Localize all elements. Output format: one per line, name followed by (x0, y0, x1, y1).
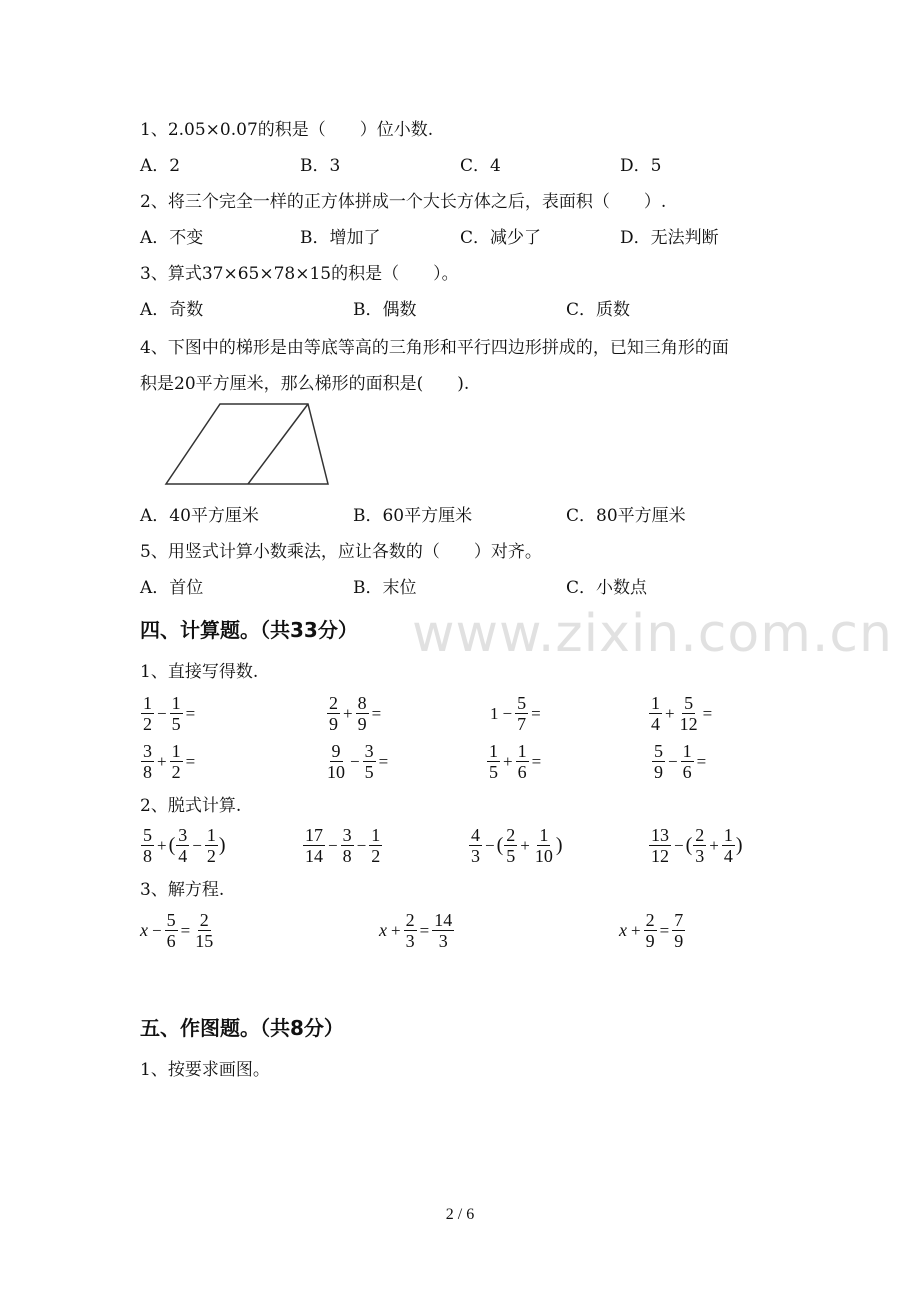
section-4-sub-3: 3、解方程. (140, 880, 225, 900)
expr-c1 (140, 825, 226, 866)
operator: + (157, 751, 167, 771)
parenthesis: ) (218, 834, 226, 856)
operator: − (157, 703, 167, 723)
numerator: 1 (539, 825, 549, 845)
operator: + (157, 835, 167, 855)
numerator: 3 (342, 825, 352, 845)
fraction (165, 910, 178, 951)
numerator: 8 (357, 693, 367, 713)
variable: x (140, 920, 148, 940)
denominator: 9 (329, 714, 338, 734)
fraction (515, 693, 528, 734)
variable: x (379, 920, 387, 940)
denominator: 14 (305, 846, 323, 866)
numerator: 7 (674, 910, 684, 930)
denominator: 8 (342, 846, 352, 866)
section-4-title: 四、计算题。（共33分） (140, 618, 358, 642)
numerator: 5 (517, 693, 527, 713)
q3-option-b: B．偶数 (353, 300, 417, 320)
parenthesis: ) (555, 834, 563, 856)
variable: x (619, 920, 627, 940)
q2-option-b: B．增加了 (300, 228, 381, 248)
q2-option-d: D．无法判断 (620, 228, 719, 248)
expr-c4 (648, 825, 743, 866)
operator: − (350, 751, 360, 771)
denominator: 6 (166, 931, 176, 951)
denominator: 2 (143, 714, 152, 734)
fraction (205, 825, 218, 866)
denominator: 10 (327, 762, 345, 782)
fraction (193, 910, 215, 951)
operator: + (631, 920, 641, 940)
q5-option-c: C．小数点 (566, 578, 648, 598)
denominator: 8 (143, 846, 152, 866)
fraction (303, 825, 325, 866)
denominator: 4 (723, 846, 733, 866)
operator: 1 (490, 703, 499, 723)
q1-option-d: D．5 (620, 156, 662, 176)
numerator: 13 (651, 825, 669, 845)
operator: − (328, 835, 338, 855)
expr-a4 (648, 693, 714, 734)
numerator: 5 (684, 693, 694, 713)
parenthesis: ( (685, 834, 693, 856)
section-4-sub-1: 1、直接写得数. (140, 662, 259, 682)
numerator: 1 (489, 741, 498, 761)
question-1-stem: 1、2.05×0.07的积是（ ）位小数. (140, 120, 434, 140)
denominator: 2 (206, 846, 216, 866)
operator: = (180, 920, 191, 940)
fraction (170, 741, 183, 782)
numerator: 3 (178, 825, 188, 845)
operator: = (531, 751, 542, 771)
numerator: 3 (364, 741, 374, 761)
operator: = (702, 703, 713, 723)
operator: = (696, 751, 707, 771)
numerator: 5 (143, 825, 152, 845)
expr-b3 (486, 741, 543, 782)
numerator: 1 (143, 693, 152, 713)
question-3-stem: 3、算式37×65×78×15的积是（ ）。 (140, 264, 459, 284)
fraction (504, 825, 517, 866)
trapezoid-divider-line (248, 404, 308, 484)
denominator: 9 (645, 931, 655, 951)
question-2-stem: 2、将三个完全一样的正方体拼成一个大长方体之后，表面积（ ）. (140, 192, 667, 212)
denominator: 9 (654, 762, 663, 782)
operator: − (152, 920, 162, 940)
section-5-title: 五、作图题。（共8分） (140, 1016, 344, 1040)
watermark: www.zixin.com.cn (412, 604, 893, 664)
fraction (649, 693, 662, 734)
operator: = (378, 751, 389, 771)
section-4-sub-2: 2、脱式计算. (140, 796, 242, 816)
operator: − (356, 835, 367, 855)
numerator: 1 (171, 741, 181, 761)
denominator: 3 (438, 931, 448, 951)
fraction (141, 693, 154, 734)
numerator: 1 (371, 825, 381, 845)
q1-option-b: B．3 (300, 156, 341, 176)
numerator: 5 (166, 910, 176, 930)
fraction (141, 825, 154, 866)
question-5-stem: 5、用竖式计算小数乘法，应让各数的（ ）对齐。 (140, 542, 542, 562)
denominator: 4 (178, 846, 188, 866)
denominator: 12 (651, 846, 669, 866)
expr-b4 (651, 741, 708, 782)
q4-option-a: A．40平方厘米 (140, 506, 259, 526)
fraction (649, 825, 671, 866)
q2-option-a: A．不变 (140, 228, 204, 248)
section-5-sub-1: 1、按要求画图。 (140, 1060, 270, 1080)
expr-b1 (140, 741, 197, 782)
denominator: 5 (489, 762, 498, 782)
operator: + (520, 835, 530, 855)
numerator: 14 (434, 910, 453, 930)
fraction (533, 825, 555, 866)
denominator: 3 (471, 846, 480, 866)
page-number: 2 / 6 (445, 1206, 475, 1223)
numerator: 9 (331, 741, 341, 761)
operator: + (503, 751, 513, 771)
fraction (363, 741, 376, 782)
question-4-stem-line2: 积是20平方厘米，那么梯形的面积是( ). (140, 374, 470, 394)
fraction (327, 693, 340, 734)
numerator: 1 (206, 825, 216, 845)
fraction (369, 825, 382, 866)
parenthesis: ( (496, 834, 504, 856)
question-4-stem-line1: 4、下图中的梯形是由等底等高的三角形和平行四边形拼成的，已知三角形的面 (140, 338, 729, 358)
parenthesis: ) (735, 834, 743, 856)
operator: − (485, 835, 495, 855)
denominator: 5 (364, 762, 374, 782)
denominator: 5 (506, 846, 516, 866)
fraction (693, 825, 706, 866)
denominator: 15 (195, 931, 214, 951)
numerator: 1 (682, 741, 692, 761)
numerator: 17 (305, 825, 323, 845)
expr-a3 (488, 693, 543, 734)
q5-option-b: B．末位 (353, 578, 417, 598)
q4-option-b: B．60平方厘米 (353, 506, 473, 526)
numerator: 2 (405, 910, 415, 930)
q3-option-c: C．质数 (566, 300, 631, 320)
fraction (432, 910, 454, 951)
operator: + (391, 920, 401, 940)
denominator: 7 (517, 714, 527, 734)
fraction (644, 910, 657, 951)
expr-c3 (468, 825, 563, 866)
q4-option-c: C．80平方厘米 (566, 506, 686, 526)
numerator: 5 (654, 741, 663, 761)
numerator: 2 (645, 910, 655, 930)
fraction (678, 693, 700, 734)
fraction (356, 693, 369, 734)
fraction (652, 741, 665, 782)
operator: + (665, 703, 675, 723)
equation-3 (619, 910, 686, 951)
trapezoid-figure (160, 398, 340, 492)
denominator: 8 (143, 762, 152, 782)
equation-1 (140, 910, 216, 951)
q5-option-a: A．首位 (140, 578, 204, 598)
denominator: 10 (534, 846, 553, 866)
denominator: 3 (405, 931, 415, 951)
expr-a2 (326, 693, 383, 734)
fraction (722, 825, 735, 866)
fraction (469, 825, 482, 866)
denominator: 3 (695, 846, 705, 866)
denominator: 4 (651, 714, 660, 734)
q3-option-a: A．奇数 (140, 300, 204, 320)
operator: − (674, 835, 684, 855)
q2-option-c: C．减少了 (460, 228, 542, 248)
fraction (681, 741, 694, 782)
operator: − (502, 703, 513, 723)
fraction (404, 910, 417, 951)
denominator: 9 (674, 931, 684, 951)
expr-b2 (324, 741, 390, 782)
numerator: 2 (695, 825, 705, 845)
denominator: 5 (171, 714, 181, 734)
numerator: 2 (199, 910, 209, 930)
operator: − (192, 835, 202, 855)
operator: = (419, 920, 430, 940)
operator: = (531, 703, 541, 723)
fraction (341, 825, 354, 866)
numerator: 1 (651, 693, 660, 713)
operator: = (185, 703, 196, 723)
fraction (325, 741, 347, 782)
numerator: 1 (723, 825, 733, 845)
numerator: 1 (171, 693, 181, 713)
denominator: 2 (371, 846, 381, 866)
parenthesis: ( (168, 834, 176, 856)
denominator: 12 (679, 714, 698, 734)
expr-c2 (302, 825, 383, 866)
numerator: 4 (471, 825, 480, 845)
denominator: 6 (682, 762, 692, 782)
numerator: 3 (143, 741, 152, 761)
operator: − (668, 751, 678, 771)
fraction (487, 741, 500, 782)
q1-option-a: A．2 (140, 156, 181, 176)
equation-2 (379, 910, 455, 951)
fraction (176, 825, 189, 866)
operator: + (343, 703, 353, 723)
q1-option-c: C．4 (460, 156, 501, 176)
fraction (672, 910, 685, 951)
operator: = (371, 703, 382, 723)
fraction (170, 693, 183, 734)
fraction (516, 741, 529, 782)
fraction (141, 741, 154, 782)
numerator: 2 (506, 825, 516, 845)
operator: = (185, 751, 196, 771)
expr-a1 (140, 693, 197, 734)
denominator: 6 (517, 762, 527, 782)
denominator: 2 (171, 762, 181, 782)
operator: + (709, 835, 719, 855)
numerator: 2 (329, 693, 338, 713)
operator: = (659, 920, 670, 940)
denominator: 9 (357, 714, 367, 734)
numerator: 1 (517, 741, 527, 761)
trapezoid-outline (166, 404, 328, 484)
